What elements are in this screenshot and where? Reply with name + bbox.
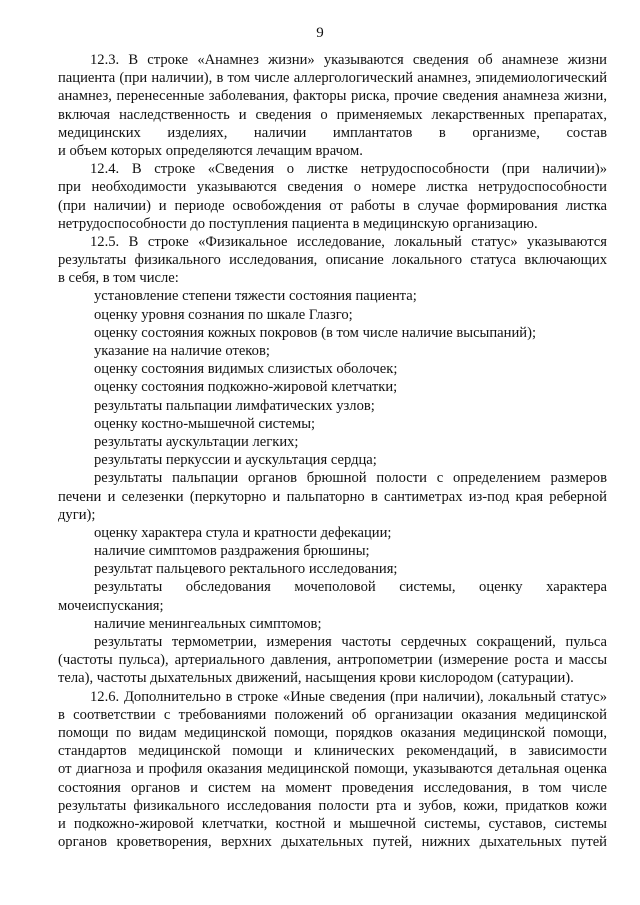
text-line: результаты пальпации лимфатических узлов; <box>94 397 375 414</box>
text-line: тела), частоты дыхательных движений, насыщения крови кислородом (сатурации). <box>58 670 574 687</box>
text-line: оценку костно-мышечной системы; <box>94 415 316 432</box>
text-line: результаты физикального исследования полости рта и зубов, кожи, придатков кожи <box>58 797 607 814</box>
text-line: (частоты пульса), артериального давления, антропометрии (измерение роста и массы <box>58 652 607 669</box>
text-line: результаты пальпации органов брюшной полости с определением размеров <box>94 470 607 487</box>
text-line: помощи по видам медицинской помощи, порядков оказания медицинской помощи, <box>58 724 607 741</box>
text-line: результаты термометрии, измерения частоты сердечных сокращений, пульса <box>94 634 607 650</box>
text-line: результаты перкуссии и аускультация сердца; <box>94 452 377 469</box>
text-line: стандартов медицинской помощи и клинических рекомендаций, в зависимости <box>58 743 607 760</box>
text-line: 12.6. Дополнительно в строке «Иные сведения (при наличии), локальный статус» <box>90 688 607 705</box>
page-number: 9 <box>316 25 324 41</box>
text-line: результаты физикального исследования, описание локального статуса включающих <box>58 252 607 269</box>
text-line: указание на наличие отеков; <box>94 343 270 359</box>
text-line: оценку состояния кожных покровов (в том числе наличие высыпаний); <box>94 324 536 341</box>
text-line: печени и селезенки (перкуторно и пальпаторно в сантиметрах из-под края реберной <box>58 488 607 505</box>
text-line: 12.4. В строке «Сведения о листке нетрудоспособности (при наличии)» <box>90 161 607 178</box>
text-line: дуги); <box>58 506 96 523</box>
text-line: в себя, в том числе: <box>58 270 179 287</box>
text-line: включая наследственность и сведения о применяемых лекарственных препаратах, <box>58 106 607 123</box>
text-line: состояния органов и систем на момент проведения исследования, в том числе <box>58 779 607 796</box>
text-line: от диагноза и профиля оказания медицинской помощи, указываются детальная оценка <box>58 761 607 778</box>
text-line: оценку уровня сознания по шкале Глазго; <box>94 306 353 323</box>
text-line: установление степени тяжести состояния пациента; <box>94 288 417 305</box>
text-line: оценку характера стула и кратности дефекации; <box>94 524 392 541</box>
text-line: 12.3. В строке «Анамнез жизни» указываются сведения об анамнезе жизни <box>90 52 607 68</box>
text-line: наличие менингеальных симптомов; <box>94 615 322 632</box>
text-line: анамнез, перенесенные заболевания, факторы риска, прочие сведения анамнеза жизни, <box>58 88 607 105</box>
document-body <box>58 51 607 851</box>
text-line: оценку состояния подкожно-жировой клетчатки; <box>94 379 398 396</box>
text-line: результаты аускультации легких; <box>94 433 299 450</box>
text-line: нетрудоспособности до поступления пациента в медицинскую организацию. <box>58 215 538 232</box>
text-line: и объем которых определяются лечащим врачом. <box>58 142 363 159</box>
text-line: результаты обследования мочеполовой системы, оценку характера <box>94 579 607 596</box>
text-line: и подкожно-жировой клетчатки, костной и мышечной системы, суставов, системы <box>58 815 607 832</box>
text-line: мочеиспускания; <box>58 597 164 614</box>
text-line: медицинских изделиях, наличии имплантатов в организме, состав <box>58 124 607 141</box>
text-line: наличие симптомов раздражения брюшины; <box>94 543 370 560</box>
text-line: пациента (при наличии), в том числе аллергологический анамнез, эпидемиологический <box>58 70 607 87</box>
text-line: органов кроветворения, верхних дыхательных путей, нижних дыхательных путей <box>58 834 607 851</box>
text-line: в соответствии с требованиями положений об организации оказания медицинской <box>58 706 607 723</box>
text-line: при необходимости указываются сведения о номере листка нетрудоспособности <box>58 179 607 196</box>
text-line: (при наличии) и периоде освобождения от работы в случае формирования листка <box>58 197 607 214</box>
text-line: 12.5. В строке «Физикальное исследование, локальный статус» указываются <box>90 233 607 250</box>
text-line: результат пальцевого ректального исследования; <box>94 561 398 578</box>
text-line: оценку состояния видимых слизистых оболочек; <box>94 361 398 378</box>
